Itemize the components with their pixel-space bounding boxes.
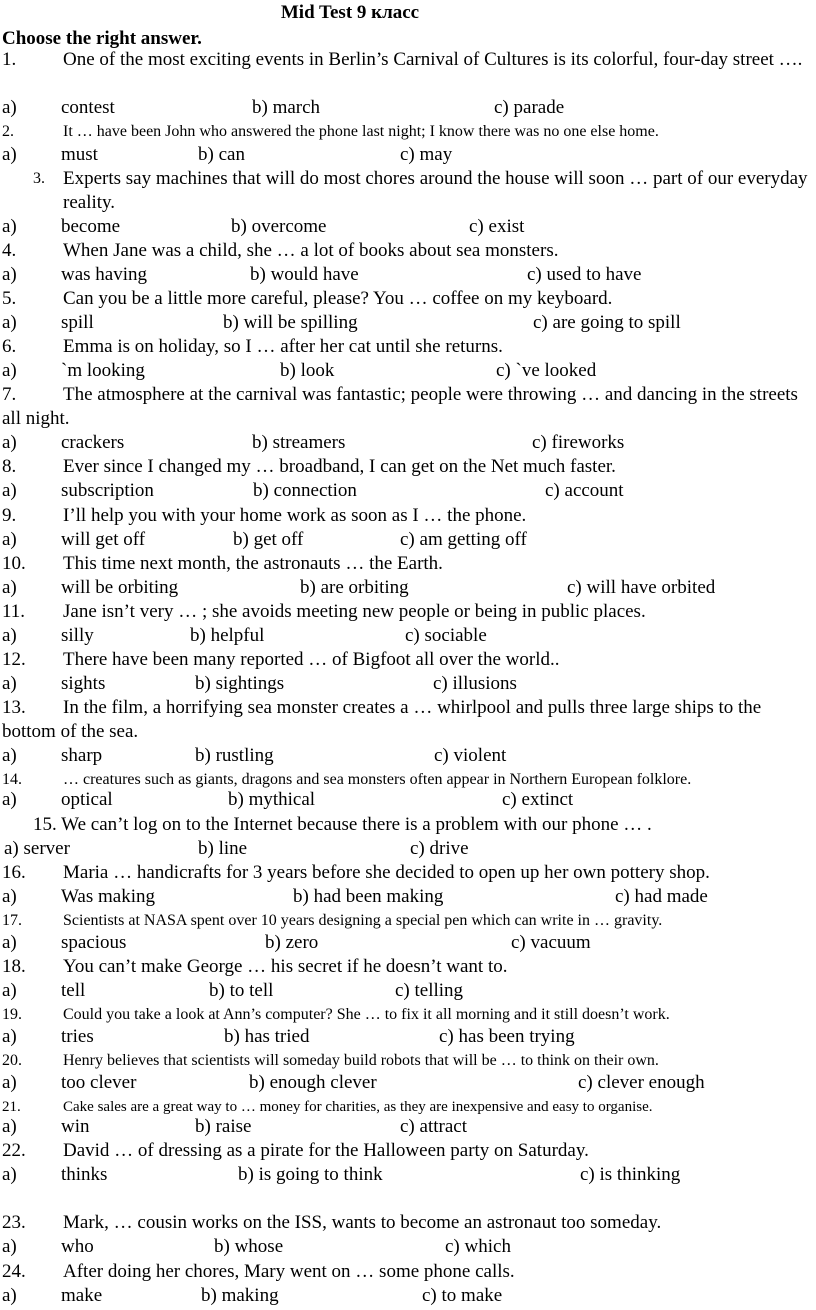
option-a[interactable]: thinks: [61, 1164, 108, 1185]
option-a-label: a): [2, 745, 17, 766]
question-text: Maria … handicrafts for 3 years before she decided to open up her own pottery shop.: [63, 862, 710, 883]
option-c[interactable]: c) has been trying: [439, 1026, 575, 1047]
instruction: Choose the right answer.: [2, 28, 202, 49]
question-number: 1.: [2, 49, 17, 70]
option-a[interactable]: silly: [61, 625, 94, 646]
option-a-label: a): [2, 432, 17, 453]
question-text: The atmosphere at the carnival was fantastic; people were throwing … and dancing in the streets all night.: [2, 384, 798, 429]
option-a-label: a): [2, 577, 17, 598]
option-c[interactable]: c) telling: [395, 980, 464, 1001]
option-a[interactable]: become: [61, 216, 121, 237]
option-b[interactable]: b) march: [252, 97, 321, 118]
question-text: We can’t log on to the Internet because there is a problem with our phone … .: [61, 814, 652, 835]
question-number: 19.: [2, 1006, 22, 1023]
question-number: 3.: [33, 170, 45, 187]
option-a[interactable]: will be orbiting: [61, 577, 179, 598]
option-b[interactable]: b) helpful: [190, 625, 265, 646]
option-a[interactable]: who: [61, 1236, 94, 1257]
option-a-label: a): [2, 480, 17, 501]
question-number: 16.: [2, 862, 26, 883]
question-text: When Jane was a child, she … a lot of books about sea monsters.: [63, 240, 559, 261]
question-text: Scientists at NASA spent over 10 years designing a special pen which can write in … gravity.: [63, 912, 663, 929]
question-number: 21.: [2, 1099, 21, 1115]
option-b[interactable]: b) whose: [214, 1236, 284, 1257]
question-number: 2.: [2, 123, 14, 140]
option-b[interactable]: b) get off: [233, 529, 304, 550]
option-c[interactable]: c) account: [545, 480, 624, 501]
question-7: [2, 383, 812, 431]
option-b[interactable]: b) overcome: [231, 216, 327, 237]
question-text: I’ll help you with your home work as soon as I … the phone.: [63, 505, 527, 526]
option-a[interactable]: was having: [61, 264, 148, 285]
option-b[interactable]: b) to tell: [209, 980, 274, 1001]
question-number: 22.: [2, 1140, 26, 1161]
option-a-label: a): [2, 1116, 17, 1137]
option-c[interactable]: c) fireworks: [532, 432, 625, 453]
question-text: David … of dressing as a pirate for the Halloween party on Saturday.: [63, 1140, 589, 1161]
question-text: You can’t make George … his secret if he doesn’t want to.: [63, 956, 508, 977]
option-c[interactable]: c) may: [400, 144, 453, 165]
option-a-label: a): [2, 1164, 17, 1185]
option-c[interactable]: c) attract: [400, 1116, 467, 1137]
option-a-label: a): [2, 1285, 17, 1306]
option-a[interactable]: `m looking: [61, 360, 145, 381]
option-a[interactable]: Was making: [61, 886, 155, 907]
option-b[interactable]: b) are orbiting: [300, 577, 409, 598]
option-a-label: a): [2, 144, 17, 165]
option-a[interactable]: contest: [61, 97, 115, 118]
question-number: 5.: [2, 288, 17, 309]
option-a-label: a): [2, 789, 17, 810]
option-a[interactable]: win: [61, 1116, 90, 1137]
question-number: 15.: [33, 814, 57, 835]
question-text: Ever since I changed my … broadband, I can get on the Net much faster.: [63, 456, 616, 477]
option-a[interactable]: optical: [61, 789, 113, 810]
option-a-label: a): [2, 932, 17, 953]
question-text: It … have been John who answered the phone last night; I know there was no one else home.: [63, 123, 659, 140]
option-a[interactable]: a) server: [4, 838, 70, 859]
option-c[interactable]: c) am getting off: [400, 529, 527, 550]
option-c[interactable]: c) which: [445, 1236, 511, 1257]
option-a-label: a): [2, 980, 17, 1001]
question-number: 7.: [2, 384, 17, 405]
option-a-label: a): [2, 673, 17, 694]
option-c[interactable]: c) parade: [494, 97, 565, 118]
option-b[interactable]: b) raise: [195, 1116, 252, 1137]
question-number: 24.: [2, 1261, 26, 1282]
option-a[interactable]: sharp: [61, 745, 103, 766]
question-text: Cake sales are a great way to … money for charities, as they are inexpensive and easy to organise.: [63, 1099, 653, 1115]
option-a-label: a): [2, 97, 17, 118]
question-text: Could you take a look at Ann’s computer? She … to fix it all morning and it still doesn’t work.: [63, 1006, 670, 1023]
option-b[interactable]: b) would have: [250, 264, 359, 285]
question-text: In the film, a horrifying sea monster creates a … whirlpool and pulls three large ships to the bottom of the sea.: [2, 697, 762, 742]
question-text: There have been many reported … of Bigfoot all over the world..: [63, 649, 560, 670]
page-title: Mid Test 9 класс: [280, 2, 420, 23]
option-b[interactable]: b) can: [198, 144, 245, 165]
option-a-label: a): [2, 216, 17, 237]
option-c[interactable]: c) had made: [615, 886, 708, 907]
option-c[interactable]: c) drive: [410, 838, 469, 859]
question-number: 9.: [2, 505, 17, 526]
option-a[interactable]: too clever: [61, 1072, 137, 1093]
question-text: After doing her chores, Mary went on … some phone calls.: [63, 1261, 515, 1282]
question-number: 4.: [2, 240, 17, 261]
question-number: 18.: [2, 956, 26, 977]
question-15: [33, 813, 652, 837]
option-a-label: a): [2, 625, 17, 646]
option-c[interactable]: c) to make: [422, 1285, 503, 1306]
option-b[interactable]: b) has tried: [224, 1026, 310, 1047]
question-number: 11.: [2, 601, 26, 622]
option-a[interactable]: spill: [61, 312, 94, 333]
option-a[interactable]: tries: [61, 1026, 94, 1047]
question-number: 10.: [2, 553, 26, 574]
option-c[interactable]: c) extinct: [502, 789, 574, 810]
question-number: 14.: [2, 771, 22, 788]
option-a[interactable]: make: [61, 1285, 103, 1306]
option-b[interactable]: b) mythical: [228, 789, 316, 810]
option-b[interactable]: b) will be spilling: [223, 312, 358, 333]
question-13: [2, 696, 812, 744]
option-c[interactable]: c) clever enough: [578, 1072, 705, 1093]
option-a[interactable]: tell: [61, 980, 86, 1001]
option-c[interactable]: c) are going to spill: [533, 312, 681, 333]
option-b[interactable]: b) sightings: [195, 673, 285, 694]
option-a[interactable]: will get off: [61, 529, 146, 550]
option-a[interactable]: sights: [61, 673, 106, 694]
option-a-label: a): [2, 360, 17, 381]
option-c[interactable]: c) violent: [434, 745, 507, 766]
question-number: 6.: [2, 336, 17, 357]
option-b[interactable]: b) zero: [265, 932, 319, 953]
option-c[interactable]: c) `ve looked: [496, 360, 597, 381]
question-text: This time next month, the astronauts … the Earth.: [63, 553, 443, 574]
option-a[interactable]: spacious: [61, 932, 127, 953]
option-a-label: a): [2, 312, 17, 333]
question-text: Jane isn’t very … ; she avoids meeting new people or being in public places.: [63, 601, 646, 622]
option-b[interactable]: b) streamers: [252, 432, 346, 453]
option-a-label: a): [2, 1236, 17, 1257]
option-c[interactable]: c) illusions: [433, 673, 517, 694]
option-c[interactable]: c) vacuum: [511, 932, 591, 953]
option-a-label: a): [2, 1026, 17, 1047]
question-number: 17.: [2, 912, 22, 929]
option-c[interactable]: c) is thinking: [580, 1164, 681, 1185]
question-text: Experts say machines that will do most chores around the house will soon … part of our everyday reality.: [63, 168, 808, 213]
option-a-label: a): [2, 264, 17, 285]
question-text: Mark, … cousin works on the ISS, wants to become an astronaut too someday.: [63, 1212, 662, 1233]
option-c[interactable]: c) used to have: [527, 264, 642, 285]
option-b[interactable]: b) connection: [253, 480, 357, 501]
question-text: Emma is on holiday, so I … after her cat until she returns.: [63, 336, 503, 357]
option-b[interactable]: b) is going to think: [238, 1164, 383, 1185]
option-a-label: a): [2, 886, 17, 907]
question-text: One of the most exciting events in Berlin’s Carnival of Cultures is its colorful, four-day street ….: [63, 49, 803, 70]
option-b[interactable]: b) rustling: [195, 745, 274, 766]
option-b[interactable]: b) enough clever: [249, 1072, 377, 1093]
option-b[interactable]: b) look: [280, 360, 335, 381]
option-a[interactable]: subscription: [61, 480, 154, 501]
question-number: 23.: [2, 1212, 26, 1233]
question-3: [2, 167, 812, 215]
question-1: [2, 48, 812, 72]
option-a-label: a): [2, 1072, 17, 1093]
question-text: Can you be a little more careful, please? You … coffee on my keyboard.: [63, 288, 613, 309]
option-b[interactable]: b) making: [201, 1285, 279, 1306]
question-number: 12.: [2, 649, 26, 670]
option-c[interactable]: c) exist: [469, 216, 525, 237]
question-number: 8.: [2, 456, 17, 477]
question-number: 20.: [2, 1052, 22, 1069]
option-a[interactable]: crackers: [61, 432, 125, 453]
question-text: Henry believes that scientists will someday build robots that will be … to think on their own.: [63, 1052, 659, 1069]
option-c[interactable]: c) sociable: [405, 625, 487, 646]
option-a-label: a): [2, 529, 17, 550]
question-text: … creatures such as giants, dragons and sea monsters often appear in Northern European folklore.: [63, 771, 692, 788]
option-b[interactable]: b) line: [198, 838, 248, 859]
option-c[interactable]: c) will have orbited: [567, 577, 716, 598]
question-number: 13.: [2, 697, 26, 718]
option-a[interactable]: must: [61, 144, 98, 165]
option-b[interactable]: b) had been making: [293, 886, 444, 907]
